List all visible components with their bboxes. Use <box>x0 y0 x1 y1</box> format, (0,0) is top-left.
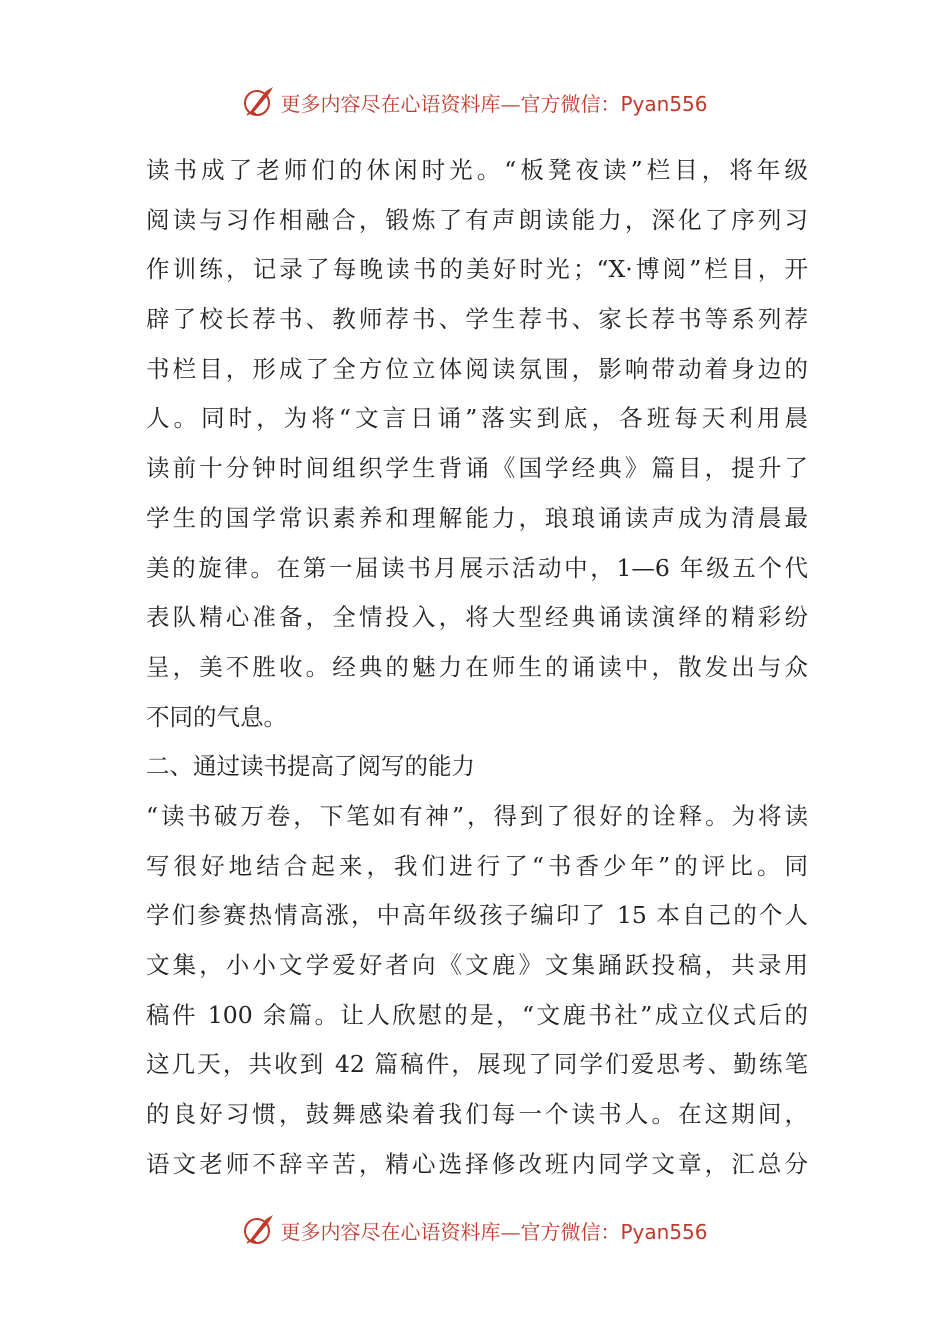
text-line: 阅读与习作相融合，锻炼了有声朗读能力，深化了序列习 <box>146 205 808 234</box>
watermark-wechat-id: Pyan556 <box>620 1219 708 1244</box>
text-line: 辟了校长荐书、教师荐书、学生荐书、家长荐书等系列荐 <box>146 305 808 334</box>
text-line: 的良好习惯，鼓舞感染着我们每一个读书人。在这期间， <box>146 1100 808 1129</box>
text-line: 表队精心准备，全情投入，将大型经典诵读演绎的精彩纷 <box>146 603 808 632</box>
text-line: 读前十分钟时间组织学生背诵《国学经典》篇目，提升了 <box>146 454 808 483</box>
text-line: 语文老师不辞辛苦，精心选择修改班内同学文章，汇总分 <box>146 1149 808 1178</box>
text-line: 人。同时，为将“文言日诵”落实到底，各班每天利用晨 <box>146 404 808 433</box>
watermark-wechat-id: Pyan556 <box>620 91 708 116</box>
watermark-text <box>280 88 707 117</box>
text-line: 学们参赛热情高涨，中高年级孩子编印了 15 本自己的个人 <box>146 901 808 930</box>
text-line: 书栏目，形成了全方位立体阅读氛围，影响带动着身边的 <box>146 354 808 383</box>
text-line: 作训练，记录了每晚读书的美好时光；“X·博阅”栏目，开 <box>146 255 808 284</box>
watermark-text <box>280 1216 707 1245</box>
text-line: 这几天，共收到 42 篇稿件，展现了同学们爱思考、勤练笔 <box>146 1050 808 1079</box>
document-body <box>146 146 808 1189</box>
text-line: 读书成了老师们的休闲时光。“板凳夜读”栏目，将年级 <box>146 156 808 184</box>
section-heading: 二、通过读书提高了阅写的能力 <box>146 752 475 781</box>
text-line: “读书破万卷，下笔如有神”，得到了很好的诠释。为将读 <box>146 801 808 830</box>
watermark-label: 更多内容尽在心语资料库—官方微信： <box>280 91 621 116</box>
footer-watermark <box>0 1210 950 1250</box>
quill-pen-logo-icon <box>242 1213 276 1247</box>
text-line: 美的旋律。在第一届读书月展示活动中，1—6 年级五个代 <box>146 553 808 582</box>
quill-pen-logo-icon <box>242 85 276 119</box>
text-line: 文集，小小文学爱好者向《文鹿》文集踊跃投稿，共录用 <box>146 951 808 979</box>
text-line: 写很好地结合起来，我们进行了“书香少年”的评比。同 <box>146 851 808 880</box>
watermark-label: 更多内容尽在心语资料库—官方微信： <box>280 1219 621 1244</box>
text-line-paragraph-end: 不同的气息。 <box>146 702 287 731</box>
header-watermark <box>0 82 950 122</box>
text-line: 稿件 100 余篇。让人欣慰的是，“文鹿书社”成立仪式后的 <box>146 1000 808 1029</box>
text-line: 呈，美不胜收。经典的魅力在师生的诵读中，散发出与众 <box>146 652 808 681</box>
text-line: 学生的国学常识素养和理解能力，琅琅诵读声成为清晨最 <box>146 503 808 532</box>
